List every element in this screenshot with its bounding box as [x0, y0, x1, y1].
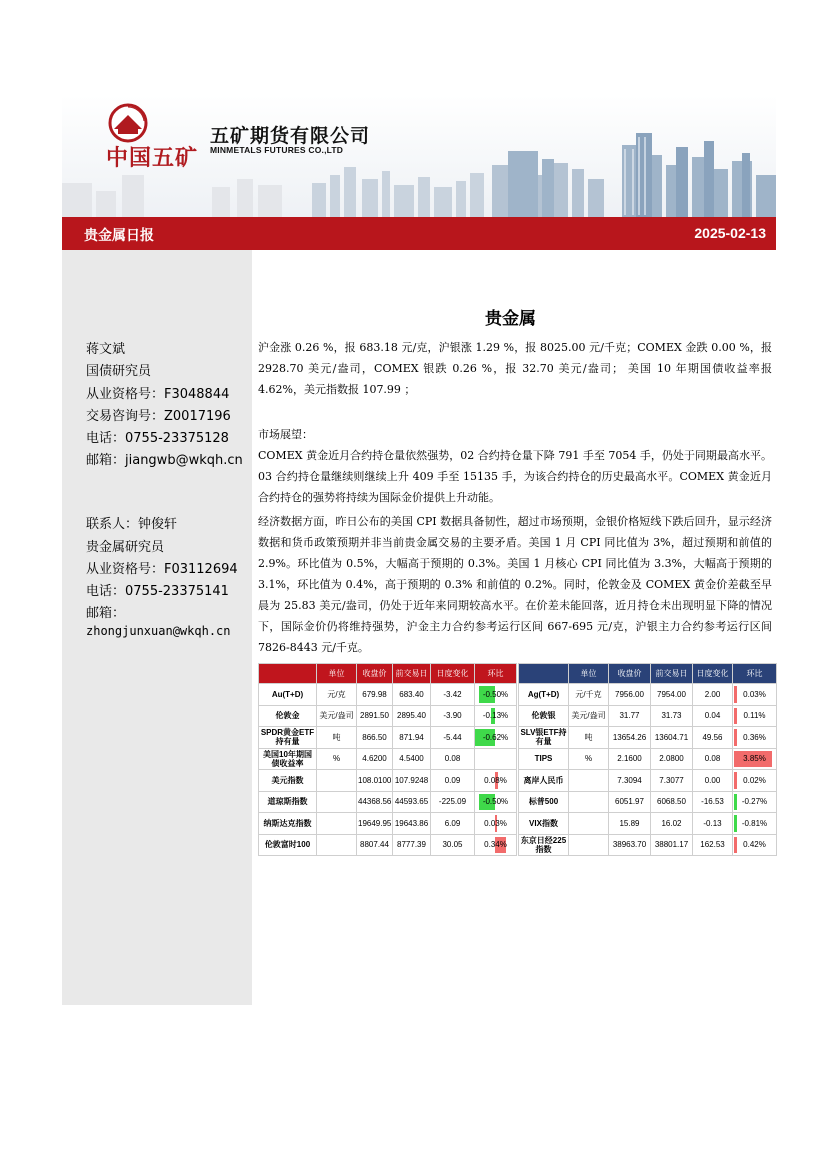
pct-change-text: -0.50% — [482, 797, 509, 807]
table-header-cell: 环比 — [733, 664, 777, 684]
pct-change-text: 0.02% — [743, 775, 766, 785]
cell-pct-change — [475, 705, 517, 727]
cell-prev: 38801.17 — [651, 834, 693, 856]
pct-change-bar — [734, 794, 737, 811]
cell-change: 0.00 — [693, 770, 733, 792]
cell-name: 离岸人民币 — [519, 770, 569, 792]
cell-unit: 吨 — [317, 727, 357, 749]
cell-name: VIX指数 — [519, 813, 569, 835]
report-name: 贵金属日报 — [84, 228, 154, 244]
cell-prev: 19643.86 — [393, 813, 431, 835]
table-row — [259, 705, 517, 727]
cell-pct-change — [733, 791, 777, 813]
pct-change-text: 0.03% — [484, 818, 507, 828]
cell-name: SPDR黄金ETF持有量 — [259, 727, 317, 749]
cell-prev: 7954.00 — [651, 684, 693, 706]
cell-close: 15.89 — [609, 813, 651, 835]
pct-change-bar — [734, 815, 737, 832]
cell-unit — [569, 770, 609, 792]
table-header-cell — [259, 664, 317, 684]
outlook-label: 市场展望： — [258, 428, 313, 441]
pct-change-text: 0.36% — [743, 732, 766, 742]
cell-pct-change — [733, 684, 777, 706]
cell-pct-change — [475, 727, 517, 749]
pct-change-bar — [734, 686, 737, 703]
pct-change-text: -0.50% — [482, 689, 509, 699]
cell-name: 伦敦富时100 — [259, 834, 317, 856]
cell-change: -225.09 — [431, 791, 475, 813]
report-date: 2025-02-13 — [694, 225, 766, 241]
cell-change: 2.00 — [693, 684, 733, 706]
pct-change-bar — [734, 837, 737, 854]
cell-prev: 107.9248 — [393, 770, 431, 792]
cell-close: 31.77 — [609, 705, 651, 727]
economic-data-paragraph: 经济数据方面，昨日公布的美国 CPI 数据具备韧性，超过市场预期，金银价格短线下跌后回升，显示经济数据和货币政策预期并非当前贵金属交易的主要矛盾。美国 1 月 CPI 同比值为 3%，超过预期和前值的 2.9%。环比值为 0.5%，大幅高于预期的 0.3%。美国 1 月核心 CPI 同比值为 3.3%，大幅高于预期的 3.1%，环比值为 0.4%，高于预期的 0.3% 和前值的 0.2%。同时，伦敦金及 COMEX 黄金价差截至早晨为 25.83 美元/盎司，仍处于近年来同期较高水平。在价差未能回落，近月持仓未出现明显下降的情况下，国际金价仍将维持强势，沪金主力合约参考运行区间 667-695 元/克，沪银主力合约参考运行区间 7826-8443 元/千克。 — [258, 515, 772, 654]
cell-pct-change — [733, 770, 777, 792]
table-header-cell — [519, 664, 569, 684]
cell-prev: 13604.71 — [651, 727, 693, 749]
cell-pct-change — [475, 813, 517, 835]
pct-change-text: -0.27% — [741, 797, 768, 807]
cell-prev: 31.73 — [651, 705, 693, 727]
cell-change: 162.53 — [693, 834, 733, 856]
cell-unit: % — [317, 748, 357, 770]
pct-change-bar — [734, 772, 737, 789]
pct-change-bar — [734, 708, 737, 725]
cell-close: 44368.56 — [357, 791, 393, 813]
cell-unit — [317, 813, 357, 835]
cell-pct-change — [475, 834, 517, 856]
cell-unit — [317, 770, 357, 792]
cell-pct-change — [733, 705, 777, 727]
cell-name: SLV银ETF持有量 — [520, 728, 567, 747]
cell-pct-change — [475, 770, 517, 792]
table-row — [519, 748, 777, 770]
pct-change-text: -0.81% — [741, 818, 768, 828]
cell-unit: 美元/盎司 — [317, 705, 357, 727]
market-table-right — [518, 663, 777, 856]
report-header — [62, 95, 776, 217]
table-row — [259, 684, 517, 706]
cell-pct-change — [475, 791, 517, 813]
cell-name: 伦敦银 — [519, 705, 569, 727]
analyst1-consult: 交易咨询号：Z0017196 — [86, 409, 231, 424]
cell-close: 13654.26 — [609, 727, 651, 749]
cell-change: 0.09 — [431, 770, 475, 792]
pct-change-text: -0.13% — [482, 711, 509, 721]
analyst1-license: 从业资格号：F3048844 — [86, 387, 230, 402]
cell-change: -0.13 — [693, 813, 733, 835]
company-name-cn: 五矿期货有限公司 — [210, 125, 371, 147]
analyst1-name: 蒋文斌 — [86, 342, 126, 357]
pct-change-text: 0.34% — [484, 840, 507, 850]
cell-close: 6051.97 — [609, 791, 651, 813]
cell-name: 东京日经225指数 — [519, 834, 569, 856]
cell-prev: 2.0800 — [651, 748, 693, 770]
table-header-cell: 收盘价 — [609, 664, 651, 684]
outlook-paragraph: COMEX 黄金近月合约持仓量依然强势，02 合约持仓量下降 791 手至 7054 手，仍处于同期最高水平。03 合约持仓量继续则继续上升 409 手至 15135 手，为该合约持仓的历史最高水平。COMEX 黄金近月合约持仓的强势将持续为国际金价提供上升动能。 — [258, 449, 772, 504]
cell-change: 0.08 — [431, 748, 475, 770]
logo-text: 中国五矿 — [106, 146, 199, 171]
cell-pct-change — [733, 834, 777, 856]
table-row — [519, 791, 777, 813]
analyst1-phone: 电话：0755-23375128 — [86, 431, 229, 446]
cell-close: 38963.70 — [609, 834, 651, 856]
cell-close: 7.3094 — [609, 770, 651, 792]
cell-prev: 2895.40 — [393, 705, 431, 727]
table-header-cell: 环比 — [475, 664, 517, 684]
cell-close: 8807.44 — [357, 834, 393, 856]
table-header-cell: 日度变化 — [693, 664, 733, 684]
cell-change: 0.08 — [693, 748, 733, 770]
table-row — [259, 748, 517, 770]
pct-change-text: 0.03% — [743, 689, 766, 699]
table-row — [259, 791, 517, 813]
cell-change: -3.42 — [431, 684, 475, 706]
table-row — [259, 727, 517, 749]
cell-unit — [317, 834, 357, 856]
cell-unit — [569, 834, 609, 856]
cell-close: 108.0100 — [357, 770, 393, 792]
table-row — [259, 834, 517, 856]
cell-unit: 美元/盎司 — [569, 705, 609, 727]
cell-close: 2891.50 — [357, 705, 393, 727]
cell-name: Au(T+D) — [259, 684, 317, 706]
price-summary-paragraph: 沪金涨 0.26 %，报 683.18 元/克，沪银涨 1.29 %，报 8025.00 元/千克；COMEX 金跌 0.00 %，报 2928.70 美元/盎司，COMEX 银跌 0.26 %，报 32.70 美元/盎司； 美国 10 年期国债收益率报 4.62%，美元指数报 107.99 ； — [258, 341, 772, 396]
minmetals-emblem-icon — [106, 103, 150, 143]
analyst-sidebar — [62, 250, 252, 1005]
table-row — [519, 705, 777, 727]
cell-pct-change — [733, 727, 777, 749]
table-row — [519, 834, 777, 856]
cell-pct-change — [733, 813, 777, 835]
cell-name: 伦敦金 — [259, 705, 317, 727]
table-row — [259, 770, 517, 792]
cell-change: 49.56 — [693, 727, 733, 749]
cell-unit: 吨 — [569, 727, 609, 749]
pct-change-text: 0.08% — [484, 775, 507, 785]
table-row — [519, 813, 777, 835]
cell-prev: 8777.39 — [393, 834, 431, 856]
cell-name: 美元指数 — [259, 770, 317, 792]
cell-prev: 683.40 — [393, 684, 431, 706]
cell-change: 6.09 — [431, 813, 475, 835]
cell-close: 679.98 — [357, 684, 393, 706]
cell-name: 标普500 — [519, 791, 569, 813]
table-header-cell: 前交易日 — [393, 664, 431, 684]
pct-change-text: -0.62% — [482, 732, 509, 742]
cell-prev: 4.5400 — [393, 748, 431, 770]
cell-prev: 871.94 — [393, 727, 431, 749]
cell-prev: 6068.50 — [651, 791, 693, 813]
cell-prev: 16.02 — [651, 813, 693, 835]
cell-change: 30.05 — [431, 834, 475, 856]
cell-change: 0.04 — [693, 705, 733, 727]
table-header-cell: 收盘价 — [357, 664, 393, 684]
analyst2-license: 从业资格号：F03112694 — [86, 562, 238, 577]
analyst2-contact: 联系人：钟俊轩 — [86, 517, 178, 532]
analyst2-email-label: 邮箱： — [86, 606, 126, 621]
cell-unit: % — [569, 748, 609, 770]
cell-unit — [569, 813, 609, 835]
cell-pct-change — [733, 748, 777, 770]
table-row — [519, 727, 777, 749]
cell-change: -16.53 — [693, 791, 733, 813]
cell-unit — [569, 791, 609, 813]
cell-unit: 元/克 — [317, 684, 357, 706]
analyst2-email: zhongjunxuan@wkqh.cn — [86, 624, 231, 638]
cell-close: 2.1600 — [609, 748, 651, 770]
table-header-cell: 前交易日 — [651, 664, 693, 684]
cell-pct-change — [475, 748, 517, 770]
cell-close: 4.6200 — [357, 748, 393, 770]
cell-name: 纳斯达克指数 — [259, 813, 317, 835]
cell-pct-change — [475, 684, 517, 706]
pct-change-text: 3.85% — [743, 754, 766, 764]
market-table-left — [258, 663, 517, 856]
section-title: 贵金属 — [485, 309, 536, 329]
cell-prev: 44593.65 — [393, 791, 431, 813]
table-header-cell: 单位 — [569, 664, 609, 684]
cell-name: 美国10年期国债收益率 — [259, 748, 317, 770]
cell-name: Ag(T+D) — [519, 684, 569, 706]
analyst2-role: 贵金属研究员 — [86, 540, 165, 555]
cell-change: -3.90 — [431, 705, 475, 727]
pct-change-text: 0.11% — [743, 711, 766, 721]
analyst1-email: 邮箱：jiangwb@wkqh.cn — [86, 453, 243, 468]
cell-prev: 7.3077 — [651, 770, 693, 792]
table-header-cell: 日度变化 — [431, 664, 475, 684]
cell-name: TIPS — [519, 748, 569, 770]
table-row — [259, 813, 517, 835]
cell-unit — [317, 791, 357, 813]
company-name-en: MINMETALS FUTURES CO.,LTD — [210, 145, 344, 155]
pct-change-bar — [734, 729, 737, 746]
pct-change-text: 0.42% — [743, 840, 766, 850]
table-row — [519, 770, 777, 792]
cell-change: -5.44 — [431, 727, 475, 749]
cell-close: 7956.00 — [609, 684, 651, 706]
cell-unit: 元/千克 — [569, 684, 609, 706]
analyst2-phone: 电话：0755-23375141 — [86, 584, 229, 599]
cell-close: 19649.95 — [357, 813, 393, 835]
table-header-cell: 单位 — [317, 664, 357, 684]
analyst1-role: 国债研究员 — [86, 364, 152, 379]
report-title-bar — [62, 217, 776, 250]
cell-name: 道琼斯指数 — [259, 791, 317, 813]
table-row — [519, 684, 777, 706]
cell-close: 866.50 — [357, 727, 393, 749]
